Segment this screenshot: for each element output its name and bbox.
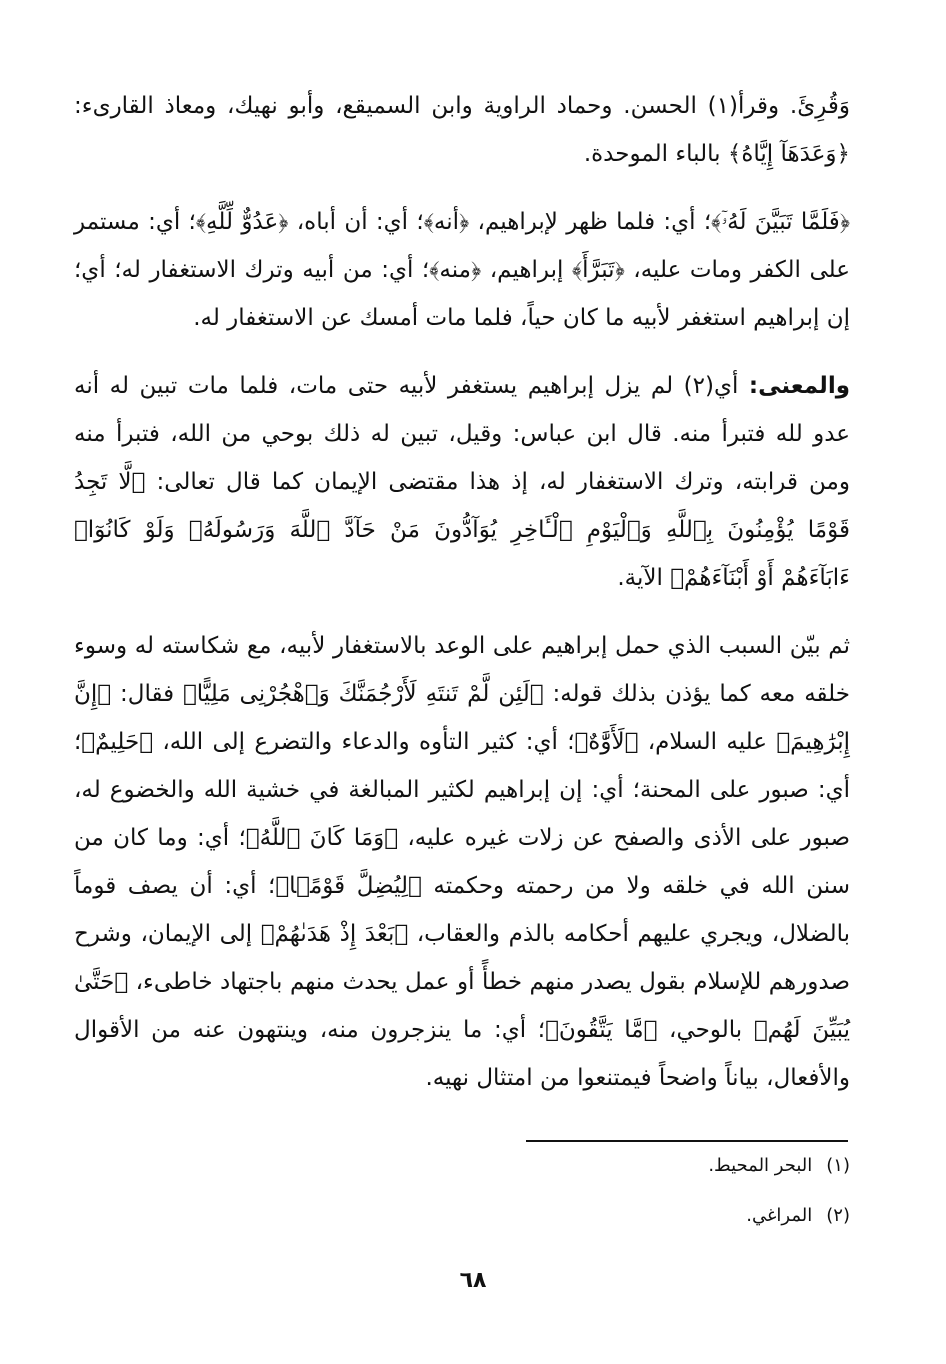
paragraph-1-text: وَقُرِئَ. وقرأ(١) الحسن. وحماد الراوية وابن السميقع، وأبو نهيك، ومعاذ القارىء: ﴿وَعَدَهَآ إِيَّاهُ﴾ بالباء الموحدة. bbox=[74, 93, 851, 167]
paragraph-3-text: أي(٢) لم يزل إبراهيم يستغفر لأبيه حتى مات، فلما مات تبين له أنه عدو لله فتبرأ منه. قال ابن عباس: وقيل، تبين له ذلك بوحي من الله، فتبرأ منه ومن قرابته، وترك الاستغفار له، إذ هذا مقتضى الإيمان كما قال تعالى: ﴿لَّا تَجِدُ قَوْمًا يُؤْمِنُونَ بِٱللَّهِ وَٱلْيَوْمِ ٱلْـَٔاخِرِ يُوَآدُّونَ مَنْ حَآدَّ ٱللَّهَ وَرَسُولَهُۥ وَلَوْ كَانُوٓا۟ ءَابَآءَهُمْ أَوْ أَبْنَآءَهُمْ﴾ الآية. bbox=[74, 373, 850, 591]
paragraph-3-lead: والمعنى: bbox=[748, 373, 850, 399]
paragraph-3 bbox=[74, 362, 850, 602]
paragraph-2 bbox=[74, 198, 850, 342]
paragraph-4-text: ثم بيّن السبب الذي حمل إبراهيم على الوعد بالاستغفار لأبيه، مع شكاسته له وسوء خلقه معه كما يؤذن بذلك قوله: ﴿لَئِن لَّمْ تَنتَهِ لَأَرْجُمَنَّكَ وَٱهْجُرْنِى مَلِيًّا﴾ فقال: ﴿إِنَّ إِبْرَٰهِيمَ﴾ عليه السلام، ﴿لَأَوَّٰهٌ﴾؛ أي: كثير التأوه والدعاء والتضرع إلى الله، ﴿حَلِيمٌ﴾؛ أي: صبور على المحنة؛ أي: إن إبراهيم لكثير المبالغة في خشية الله والخضوع له، صبور على الأذى والصفح عن زلات غيره عليه، ﴿وَمَا كَانَ ٱللَّهُ﴾؛ أي: وما كان من سنن الله في خلقه ولا من رحمته وحكمته ﴿لِيُضِلَّ قَوْمًۢا﴾؛ أي: أن يصف قوماً بالضلال، ويجري عليهم أحكامه بالذم والعقاب، ﴿بَعْدَ إِذْ هَدَىٰهُمْ﴾ إلى الإيمان، وشرح صدورهم للإسلام بقول يصدر منهم خطأً أو عمل يحدث منهم باجتهاد خاطىء، ﴿حَتَّىٰ يُبَيِّنَ لَهُم﴾ بالوحي، ﴿مَّا يَتَّقُونَ﴾؛ أي: ما ينزجرون منه، وينتهون عنه من الأقوال والأفعال، بياناً واضحاً فيمتنعوا من امتثال نهيه. bbox=[74, 633, 850, 1091]
paragraph-1 bbox=[74, 82, 850, 178]
page-body bbox=[74, 82, 850, 1122]
footnote-2-text: المراغي. bbox=[746, 1205, 813, 1226]
footnote-1 bbox=[708, 1152, 850, 1180]
footnote-1-text: البحر المحيط. bbox=[708, 1155, 813, 1176]
page-number: ٦٨ bbox=[459, 1268, 487, 1293]
footnotes bbox=[708, 1152, 850, 1252]
paragraph-2-text: ﴿فَلَمَّا تَبَيَّنَ لَهُۥٓ﴾؛ أي: فلما ظهر لإبراهيم، ﴿أنه﴾؛ أي: أن أباه، ﴿عَدُوٌّ لِّلَّهِ﴾؛ أي: مستمر على الكفر ومات عليه، ﴿تَبَرَّأَ﴾ إبراهيم، ﴿منه﴾؛ أي: من أبيه وترك الاستغفار له؛ أي؛ إن إبراهيم استغفر لأبيه ما كان حياً، فلما مات أمسك عن الاستغفار له. bbox=[74, 209, 850, 331]
footnote-2-number: (٢) bbox=[826, 1205, 850, 1226]
footnote-2 bbox=[708, 1202, 850, 1230]
footnote-divider bbox=[526, 1140, 848, 1142]
footnote-1-number: (١) bbox=[826, 1155, 850, 1176]
paragraph-4 bbox=[74, 622, 850, 1102]
